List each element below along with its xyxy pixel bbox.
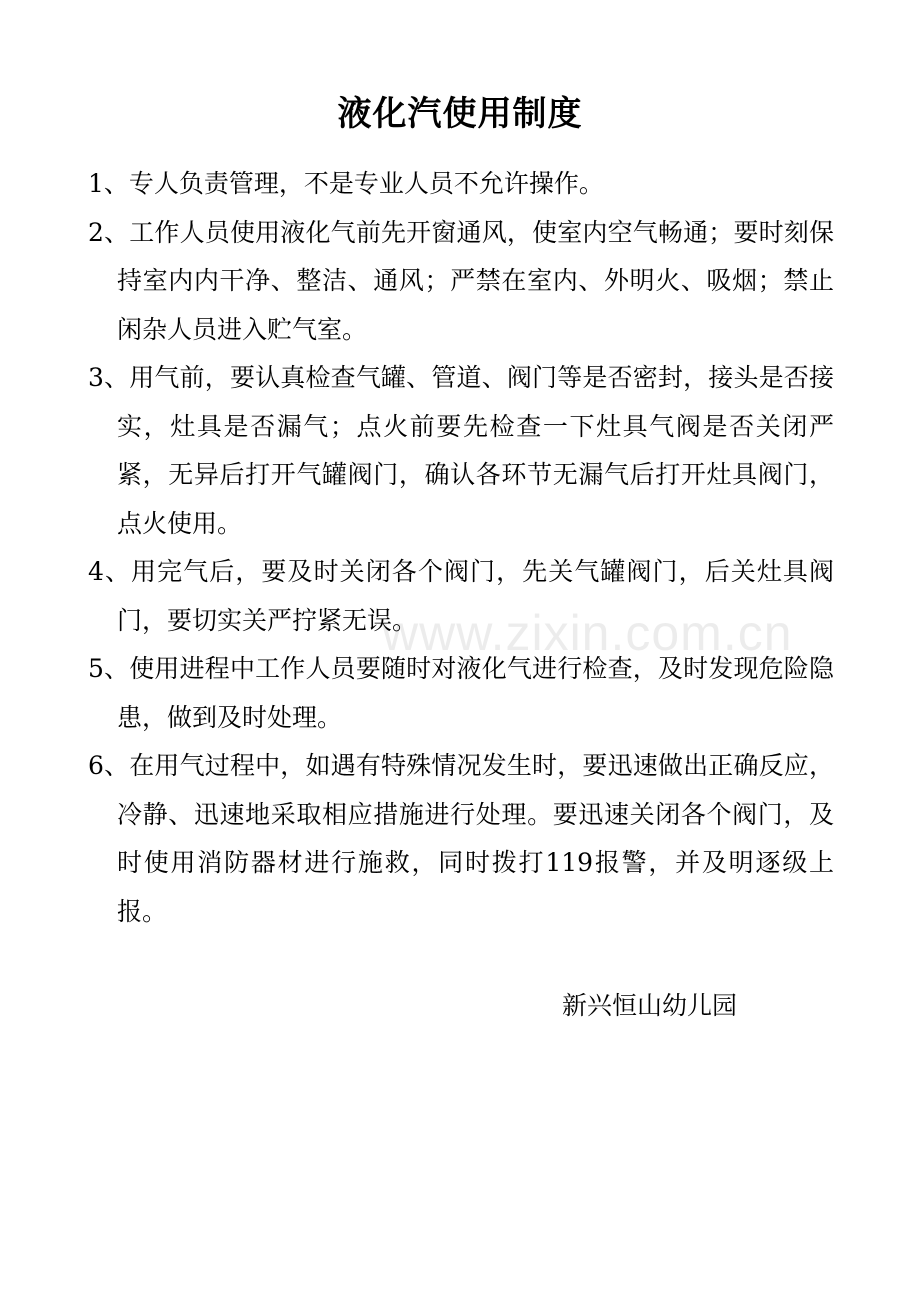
rule-item: 1、专人负责管理，不是专业人员不允许操作。 [88,169,604,198]
rule-item: 3、用气前，要认真检查气罐、管道、阀门等是否密封，接头是否接实，灶具是否漏气；点火前要先检查一下灶具气阀是否关闭严紧，无异后打开气罐阀门，确认各环节无漏气后打开灶具阀门，点火使用。 [88,363,834,538]
rule-item: 2、工作人员使用液化气前先开窗通风，使室内空气畅通；要时刻保持室内内干净、整洁、通风；严禁在室内、外明火、吸烟；禁止闲杂人员进入贮气室。 [88,217,834,344]
page-title: 液化汽使用制度 [337,94,583,134]
watermark: www.zixin.com.cn [382,605,793,661]
rule-item: 6、在用气过程中，如遇有特殊情况发生时，要迅速做出正确反应，冷静、迅速地采取相应措施进行处理。要迅速关闭各个阀门，及时使用消防器材进行施救，同时拨打119报警，并及明逐级上报。 [88,751,834,926]
rule-item: 5、使用进程中工作人员要随时对液化气进行检查，及时发现危险隐患，做到及时处理。 [88,654,834,732]
rule-item: 4、用完气后，要及时关闭各个阀门，先关气罐阀门，后关灶具阀门，要切实关严拧紧无误。 [88,557,834,635]
signature: 新兴恒山幼儿园 [562,991,738,1020]
rules-list [88,160,834,936]
